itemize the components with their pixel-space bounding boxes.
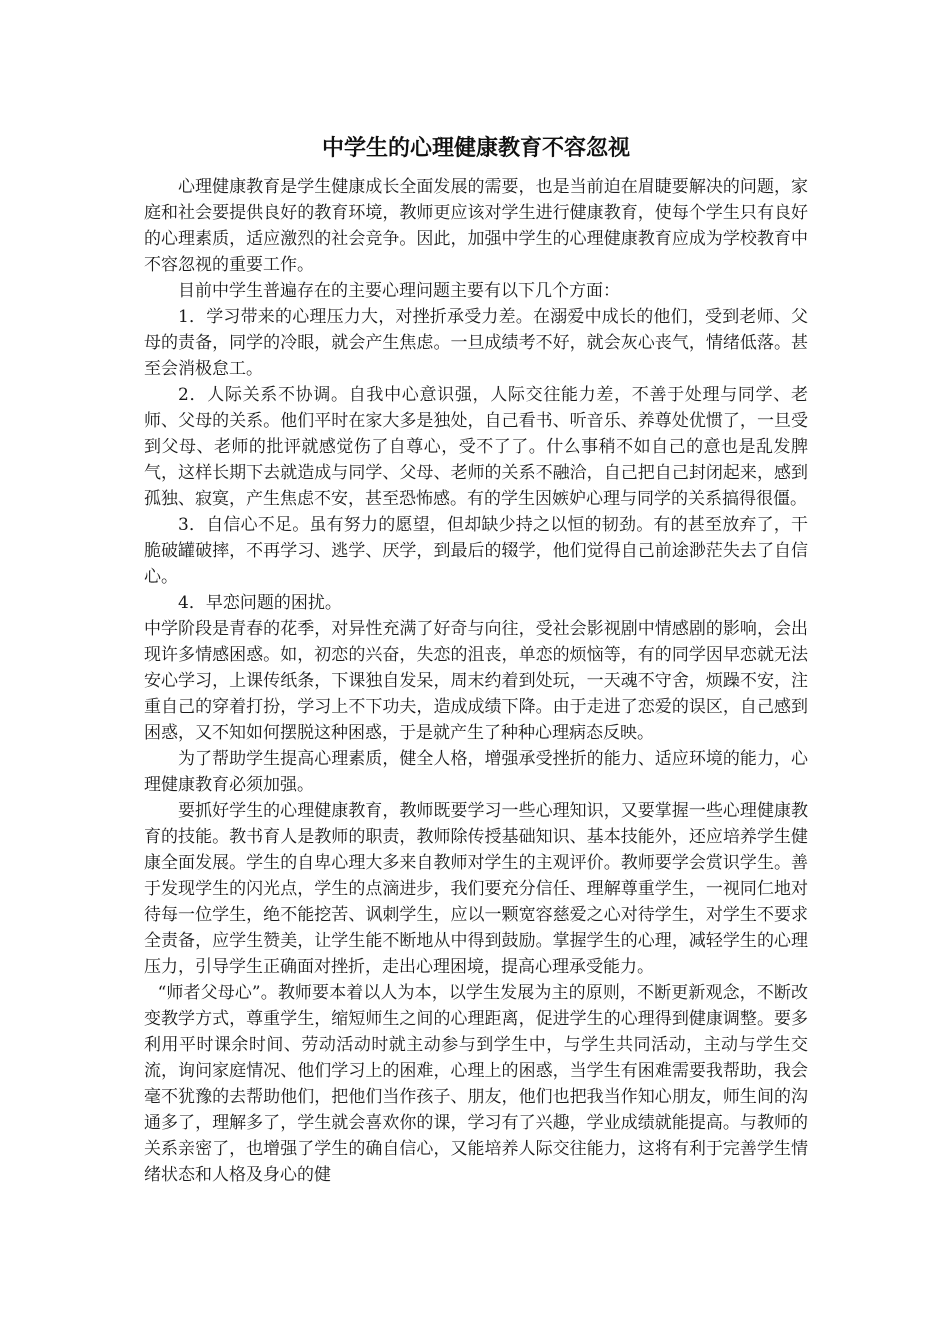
paragraph-intro: 心理健康教育是学生健康成长全面发展的需要，也是当前迫在眉睫要解决的问题，家庭和社会要提供良好的教育环境，教师更应该对学生进行健康教育，使每个学生只有良好的心理素质，适应激烈的社会竞争。因此，加强中学生的心理健康教育应成为学校教育中不容忽视的重要工作。 [144,177,808,275]
paragraph-point-4-body: 中学阶段是青春的花季，对异性充满了好奇与向往，受社会影视剧中情感剧的影响，会出现许多情感困惑。如，初恋的兴奋，失恋的沮丧，单恋的烦恼等，有的同学因早恋就无法安心学习，上课传纸条，下课独自发呆，周末约着到处玩，一天魂不守舍，烦躁不安，注重自己的穿着打扮，学习上不下功夫，造成成绩下降。由于走进了恋爱的误区，自己感到困惑，又不知如何摆脱这种困惑，于是就产生了种种心理病态反映。 [144,619,808,743]
paragraph-point-4-heading: 4．早恋问题的困扰。 [178,593,342,613]
paragraph-teacher-heart: “师者父母心”。教师要本着以人为本，以学生发展为主的原则，不断更新观念，不断改变教学方式，尊重学生，缩短师生之间的心理距离，促进学生的心理得到健康调整。要多利用平时课余时间、劳动活动时就主动参与到学生中，与学生共同活动，主动与学生交流，询问家庭情况、他们学习上的困难，心理上的困惑，当学生有困难需要我帮助，我会毫不犹豫的去帮助他们，把他们当作孩子、朋友，他们也把我当作知心朋友，师生间的沟通多了，理解多了，学生就会喜欢你的课，学习有了兴趣，学业成绩就能提高。与教师的关系亲密了，也增强了学生的确自信心，又能培养人际交往能力，这将有利于完善学生情绪状态和人格及身心的健 [144,983,808,1185]
paragraph-teacher-skills: 要抓好学生的心理健康教育，教师既要学习一些心理知识，又要掌握一些心理健康教育的技能。教书育人是教师的职责，教师除传授基础知识、基本技能外，还应培养学生健康全面发展。学生的自卑心理大多来自教师对学生的主观评价。教师要学会赏识学生。善于发现学生的闪光点，学生的点滴进步，我们要充分信任、理解尊重学生，一视同仁地对待每一位学生，绝不能挖苦、讽刺学生，应以一颗宽容慈爱之心对待学生，对学生不要求全责备，应学生赞美，让学生能不断地从中得到鼓励。掌握学生的心理，减轻学生的心理压力，引导学生正确面对挫折，走出心理困境，提高心理承受能力。 [144,801,808,977]
paragraph-point-2: 2．人际关系不协调。自我中心意识强，人际交往能力差，不善于处理与同学、老师、父母的关系。他们平时在家大多是独处，自己看书、听音乐、养尊处优惯了，一旦受到父母、老师的批评就感觉伤了自尊心，受不了了。什么事稍不如自己的意也是乱发脾气，这样长期下去就造成与同学、父母、老师的关系不融洽，自己把自己封闭起来，感到孤独、寂寞，产生焦虑不安，甚至恐怖感。有的学生因嫉妒心理与同学的关系搞得很僵。 [144,385,808,509]
document-body [144,132,808,1188]
document-title: 中学生的心理健康教育不容忽视 [321,136,630,161]
paragraph-point-3: 3．自信心不足。虽有努力的愿望，但却缺少持之以恒的韧劲。有的甚至放弃了，干脆破罐破摔，不再学习、逃学、厌学，到最后的辍学，他们觉得自己前途渺茫失去了自信心。 [144,515,808,587]
paragraph-purpose: 为了帮助学生提高心理素质，健全人格，增强承受挫折的能力、适应环境的能力，心理健康教育必须加强。 [144,749,808,795]
paragraph-point-1: 1．学习带来的心理压力大，对挫折承受力差。在溺爱中成长的他们，受到老师、父母的责备，同学的冷眼，就会产生焦虑。一旦成绩考不好，就会灰心丧气，情绪低落。甚至会消极怠工。 [144,307,808,379]
paragraph-overview: 目前中学生普遍存在的主要心理问题主要有以下几个方面： [178,281,620,301]
